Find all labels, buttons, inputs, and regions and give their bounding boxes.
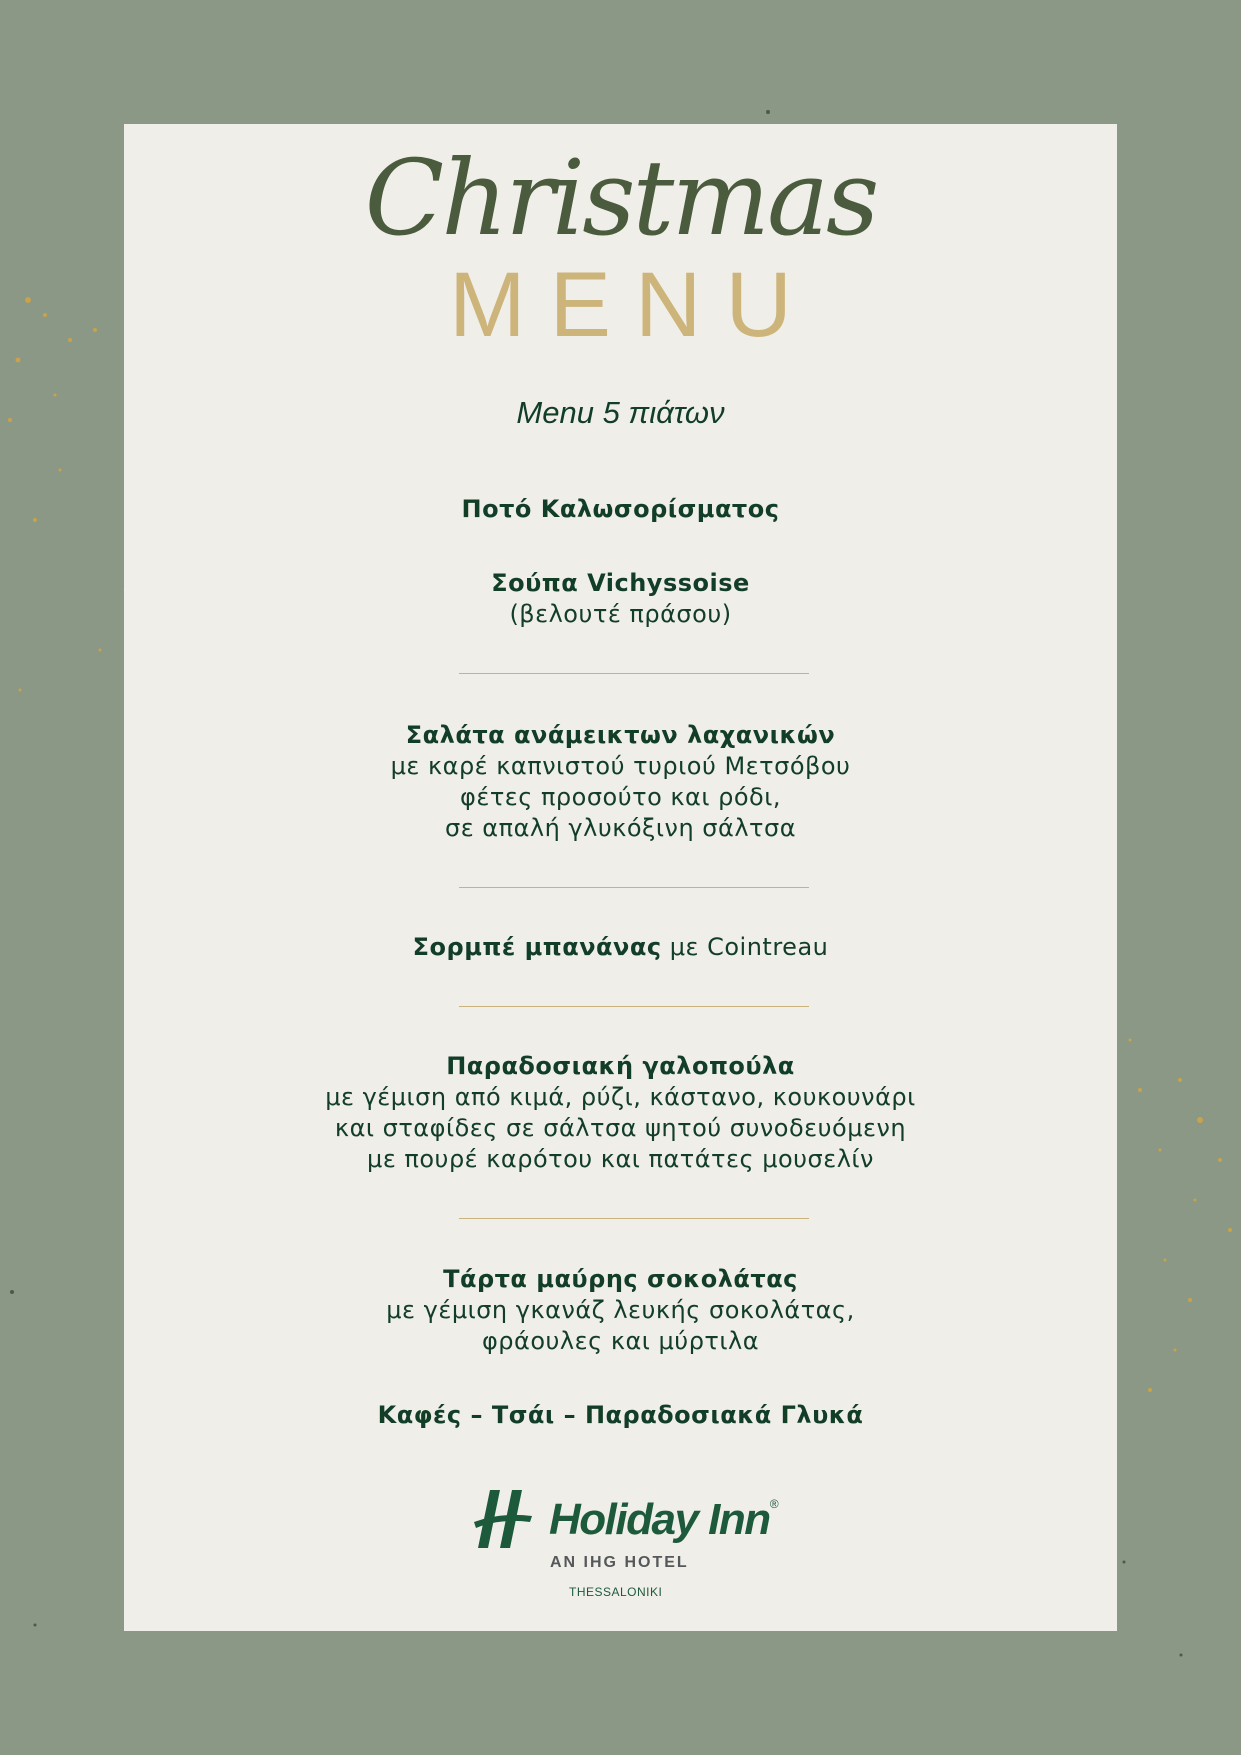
course-description: με γέμιση γκανάζ λευκής σοκολάτας,: [386, 1296, 855, 1324]
course-name: Παραδοσιακή γαλοπούλα: [446, 1052, 795, 1080]
course-description: με καρέ καπνιστού τυριού Μετσόβου: [390, 752, 851, 780]
course-coffee-tea: [124, 1400, 1117, 1431]
course-name: Σαλάτα ανάμεικτων λαχανικών: [405, 721, 836, 749]
course-description: με γέμιση από κιμά, ρύζι, κάστανο, κουκουνάρι: [325, 1083, 916, 1111]
course-description: με πουρέ καρότου και πατάτες μουσελίν: [367, 1145, 874, 1173]
divider: [459, 673, 809, 674]
course-name: Τάρτα μαύρης σοκολάτας: [443, 1265, 798, 1293]
course-name: Καφές – Τσάι – Παραδοσιακά Γλυκά: [377, 1401, 864, 1429]
divider: [459, 1006, 809, 1007]
menu-card: [124, 124, 1117, 1631]
title-menu: MENU: [449, 254, 816, 356]
logo-name: Holiday Inn: [549, 1495, 770, 1544]
course-description: φέτες προσούτο και ρόδι,: [460, 783, 781, 811]
course-chocolate-tart: [124, 1264, 1117, 1357]
logo-wordmark: [549, 1495, 779, 1544]
logo-tagline: AN IHG HOTEL: [550, 1554, 689, 1571]
course-sorbet: [124, 932, 1117, 963]
divider: [459, 887, 809, 888]
course-description: με Cointreau: [669, 933, 829, 961]
course-description: και σταφίδες σε σάλτσα ψητού συνοδευόμενη: [334, 1114, 907, 1142]
course-salad: [124, 720, 1117, 844]
logo-trademark: ®: [769, 1497, 779, 1511]
course-soup: [124, 568, 1117, 630]
course-description: (βελουτέ πράσου): [509, 600, 732, 628]
title-script: Christmas: [364, 137, 877, 259]
holiday-inn-h-icon: [470, 1486, 538, 1554]
holiday-inn-logo: [124, 1486, 1117, 1599]
course-name: Σορμπέ μπανάνας: [412, 933, 662, 961]
course-description: σε απαλή γλυκόξινη σάλτσα: [444, 814, 797, 842]
course-turkey: [124, 1051, 1117, 1175]
menu-subtitle: Menu 5 πιάτων: [516, 395, 725, 430]
divider: [459, 1218, 809, 1219]
course-welcome-drink: [124, 494, 1117, 525]
course-description: φράουλες και μύρτιλα: [481, 1327, 760, 1355]
course-name: Σούπα Vichyssoise: [491, 569, 750, 597]
course-name: Ποτό Καλωσορίσματος: [461, 495, 780, 523]
logo-city: THESSALONIKI: [569, 1585, 663, 1599]
